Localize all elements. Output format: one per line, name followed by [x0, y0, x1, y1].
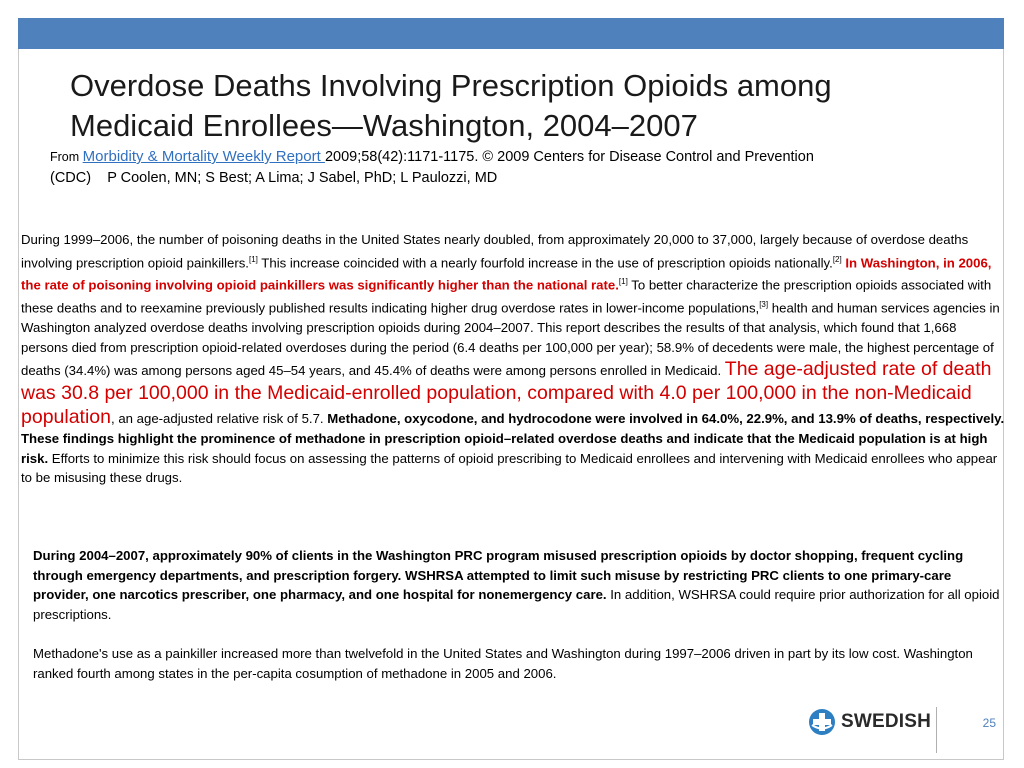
footer-divider	[936, 707, 937, 753]
reference-4: [3]	[759, 300, 769, 310]
summary-paragraph	[21, 230, 1006, 488]
swedish-logo	[808, 708, 931, 736]
title-line-2: Medicaid Enrollees—Washington, 2004–2007	[70, 108, 698, 143]
body-text-2: This increase coincided with a nearly fourfold increase in the use of prescription opioids nationally.	[257, 254, 833, 270]
methadone-paragraph	[33, 644, 1008, 683]
highlight-death-rate: The age-adjusted rate of death was 30.8 per 100,000 in the Medicaid-enrolled population, compared with 4.0 per 100,000 in the non-Medicaid population	[21, 358, 992, 429]
body-text-1: During 1999–2006, the number of poisoning deaths in the United States nearly doubled, from approximately 20,000 to 37,000, largely because of overdose deaths involving prescription opioid painkillers.	[21, 232, 969, 270]
reference-3: [1]	[618, 277, 628, 287]
prc-bold-text: During 2004–2007, approximately 90% of clients in the Washington PRC program misused prescription opioids by doctor shopping, frequent cycling through emergency departments, and prescription forgery. WSHRSA attempted to limit such misuse by restricting PRC clients to one primary-care provider, one narcotics prescriber, one pharmacy, and one hospital for nonemergency care.	[33, 548, 964, 602]
body-text-4: To better characterize the prescription opioids associated with these deaths and to reexamine previously published results indicating higher drug overdose rates in lower-income populations,	[21, 277, 992, 316]
reference-1: [1]	[248, 254, 258, 264]
citation-authors: P Coolen, MN; S Best; A Lima; J Sabel, PhD; L Paulozzi, MD	[107, 170, 498, 186]
title-line-1: Overdose Deaths Involving Prescription Opioids among	[70, 68, 832, 103]
body-text-5: health and human services agencies in Washington analyzed overdose deaths involving prescription opioids during 2004–2007. This report describes the results of that analysis, which found that 1,668 persons died from prescription opioid-related overdoses during the period (6.4 deaths per 100,000 per year); 58.9% of decedents were male, the highest percentage of deaths (34.4%) was among persons aged 45–54 years, and 45.4% of deaths were among persons enrolled in Medicaid.	[21, 300, 1000, 379]
slide-title	[70, 66, 970, 146]
body-text-9: Efforts to minimize this risk should focus on assessing the patterns of opioid prescribing to Medicaid enrollees and intervening with Medicaid enrollees who appear to be misusing these drugs.	[21, 450, 998, 486]
medical-cross-icon	[808, 708, 836, 736]
reference-2: [2]	[832, 254, 842, 264]
citation	[50, 146, 1010, 189]
citation-cdc: (CDC)	[50, 170, 92, 186]
methadone-text: Methadone's use as a painkiller increased more than twelvefold in the United States and Washington during 1997–2006 driven in part by its low cost. Washington ranked fourth among states in the per-capita cosumption of methadone in 2005 and 2006.	[33, 646, 973, 681]
highlight-drugs: Methadone, oxycodone, and hydrocodone were involved in 64.0%, 22.9%, and 13.9% of deaths, respectively. These findings highlight the prominence of methadone in prescription opioid–related overdose deaths and indicate that the Medicaid population is at high risk.	[21, 411, 1005, 466]
citation-details: 2009;58(42):1171-1175. © 2009 Centers for Disease Control and Prevention	[324, 149, 814, 165]
prc-program-paragraph	[33, 546, 1008, 624]
page-number: 25	[982, 716, 996, 730]
journal-link[interactable]: Morbidity & Mortality Weekly Report	[82, 148, 325, 165]
body-text-7: , an age-adjusted relative risk of 5.7.	[111, 411, 328, 427]
prc-normal-text: In addition, WSHRSA could require prior authorization for all opioid prescriptions.	[33, 587, 1000, 622]
slide-header-bar	[18, 18, 1004, 49]
logo-text: SWEDISH	[841, 711, 932, 732]
highlight-washington-rate: In Washington, in 2006, the rate of poisoning involving opioid painkillers was significantly higher than the national rate.	[21, 254, 992, 293]
citation-prefix: From	[50, 150, 83, 164]
